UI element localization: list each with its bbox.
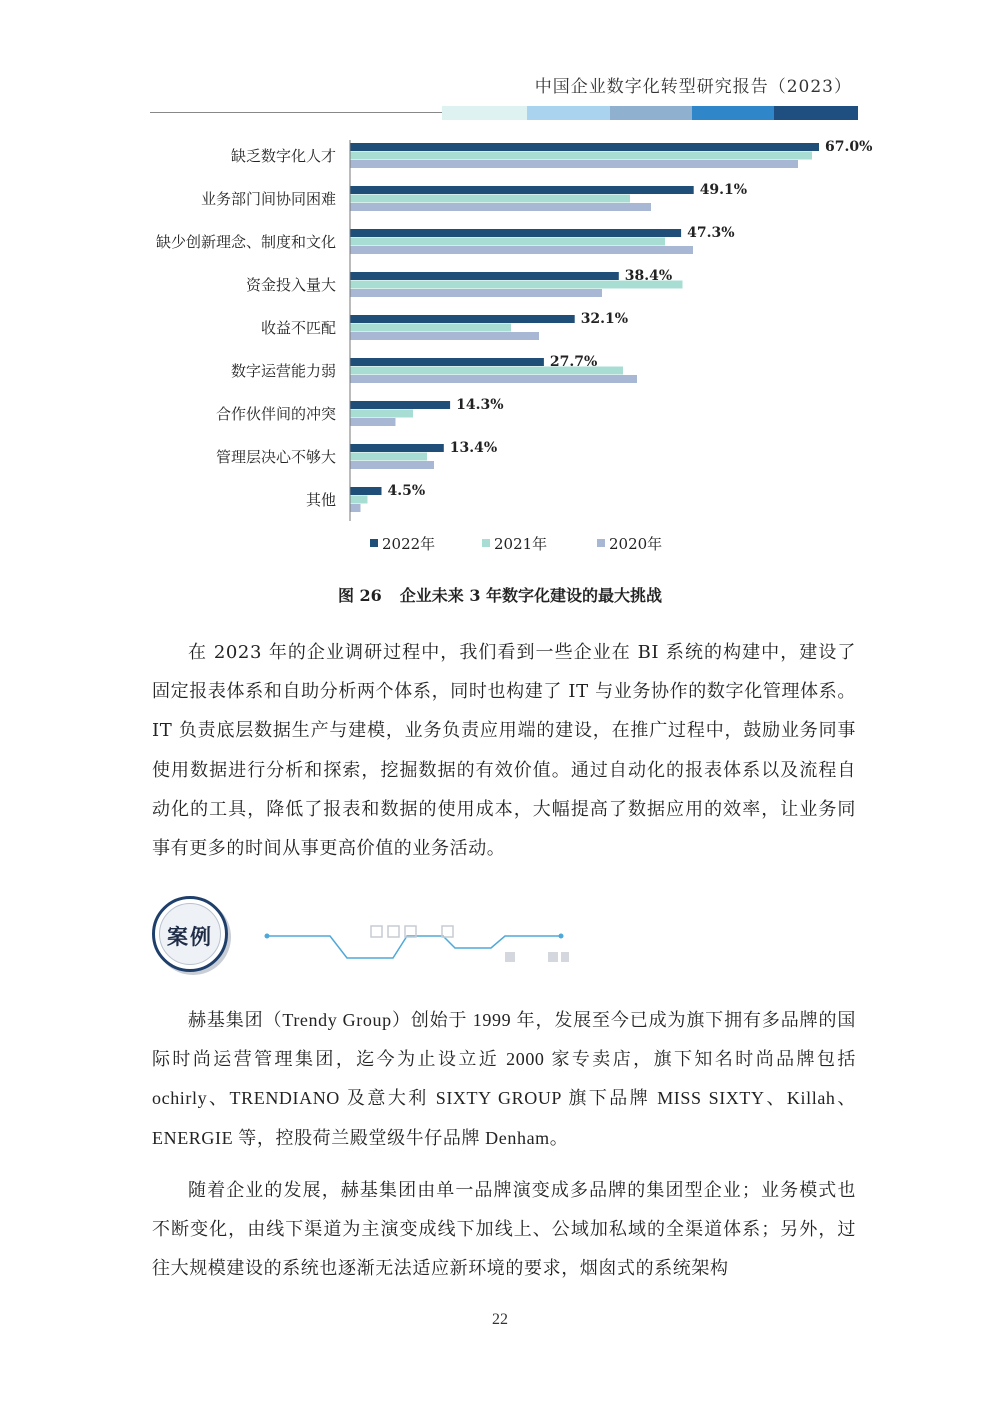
data-label: 67.0% [825, 139, 873, 155]
bar-2020年 [350, 504, 361, 512]
case-decoration-square [371, 926, 382, 937]
data-label: 27.7% [549, 354, 598, 370]
figure-caption-text: 企业未来 3 年数字化建设的最大挑战 [399, 586, 663, 605]
legend-swatch [482, 539, 490, 547]
category-label: 数字运营能力弱 [230, 362, 336, 380]
page-number: 22 [492, 1311, 508, 1328]
bar-2021年 [350, 410, 413, 418]
category-label: 缺少创新理念、制度和文化 [155, 233, 336, 251]
header-band-segment [442, 106, 527, 120]
header-rule [150, 112, 442, 113]
category-label: 业务部门间协同困难 [200, 190, 336, 208]
case-decoration-dot [265, 934, 270, 939]
body-paragraph: 在 2023 年的企业调研过程中，我们看到一些企业在 BI 系统的构建中，建设了固定报表体系和自助分析两个体系，同时也构建了 IT 与业务协作的数字化管理体系。IT 负责底层数据生产与建模，业务负责应用端的建设，在推广过程中，鼓励业务同事使用数据进行分析和探索，挖掘数据的有效价值。通过自动化的报表体系以及流程自动化的工具，降低了报表和数据的使用成本，大幅提高了数据应用的效率，让业务同事有更多的时间从事更高价值的业务活动。 [152, 642, 856, 860]
case-decoration-square [442, 926, 453, 937]
bar-2021年 [350, 324, 511, 332]
header-band-segment [527, 106, 610, 120]
header-band-segment [692, 106, 774, 120]
bar-2022年 [350, 401, 450, 409]
bar-2020年 [350, 418, 396, 426]
case-badge [150, 896, 240, 974]
header-band-segment [774, 106, 858, 120]
header-color-band [442, 106, 858, 120]
report-title: 中国企业数字化转型研究报告（2023） [534, 77, 852, 97]
body-paragraph: 随着企业的发展，赫基集团由单一品牌演变成多品牌的集团型企业；业务模式也不断变化，由线下渠道为主演变成线下加线上、公域加私域的全渠道体系；另外，过往大规模建设的系统也逐渐无法适应新环境的要求，烟囱式的系统架构 [152, 1180, 856, 1280]
bar-2020年 [350, 160, 798, 168]
category-label: 其他 [305, 491, 336, 509]
case-decoration-block [561, 952, 569, 962]
case-decoration-square [388, 926, 399, 937]
data-label: 38.4% [624, 268, 673, 284]
bar-2020年 [350, 332, 539, 340]
header-band-segment [610, 106, 692, 120]
legend-label: 2022年 [382, 535, 436, 553]
data-label: 14.3% [456, 397, 504, 413]
case-badge-label: 案例 [167, 924, 213, 949]
data-label: 49.1% [699, 182, 748, 198]
bar-2021年 [350, 238, 665, 246]
data-label: 13.4% [449, 440, 498, 456]
bar-2021年 [350, 152, 812, 160]
case-decoration-dot [559, 934, 564, 939]
bar-2021年 [350, 195, 630, 203]
legend-label: 2020年 [609, 535, 663, 553]
data-label: 47.3% [687, 225, 735, 241]
figure-number: 图 26 [337, 586, 382, 605]
case-decoration-block [548, 952, 558, 962]
case-decoration-block [505, 952, 515, 962]
bar-2022年 [350, 315, 575, 323]
bar-2022年 [350, 186, 694, 194]
bar-2020年 [350, 246, 693, 254]
bar-2022年 [350, 229, 681, 237]
category-label: 合作伙伴间的冲突 [215, 405, 336, 423]
category-label: 缺乏数字化人才 [230, 147, 336, 165]
bar-2020年 [350, 375, 637, 383]
figure-caption [0, 583, 1000, 606]
category-label: 资金投入量大 [245, 276, 336, 294]
challenge-bar-chart [0, 130, 1000, 570]
bar-2020年 [350, 289, 602, 297]
category-label: 收益不匹配 [260, 319, 336, 337]
bar-2022年 [350, 143, 819, 151]
bar-2022年 [350, 358, 544, 366]
bar-2021年 [350, 453, 427, 461]
bar-2022年 [350, 487, 382, 495]
category-label: 管理层决心不够大 [215, 448, 336, 466]
legend-swatch [370, 539, 378, 547]
bar-2021年 [350, 496, 368, 504]
bar-2020年 [350, 461, 434, 469]
bar-2022年 [350, 444, 444, 452]
body-paragraph: 赫基集团（Trendy Group）创始于 1999 年，发展至今已成为旗下拥有多品牌的国际时尚运营管理集团，迄今为止设立近 2000 家专卖店，旗下知名时尚品牌包括 ochirly、TRENDIANO 及意大利 SIXTY GROUP 旗下品牌 MISS SIXTY、Killah、ENERGIE 等，控股荷兰殿堂级牛仔品牌 Denham。 [152, 1010, 856, 1148]
bar-2022年 [350, 272, 619, 280]
legend-label: 2021年 [494, 535, 548, 553]
case-decoration-icon [255, 915, 585, 967]
case-decoration-line [267, 936, 561, 958]
data-label: 4.5% [387, 483, 426, 499]
legend-swatch [597, 539, 605, 547]
bar-2020年 [350, 203, 651, 211]
data-label: 32.1% [580, 311, 629, 327]
